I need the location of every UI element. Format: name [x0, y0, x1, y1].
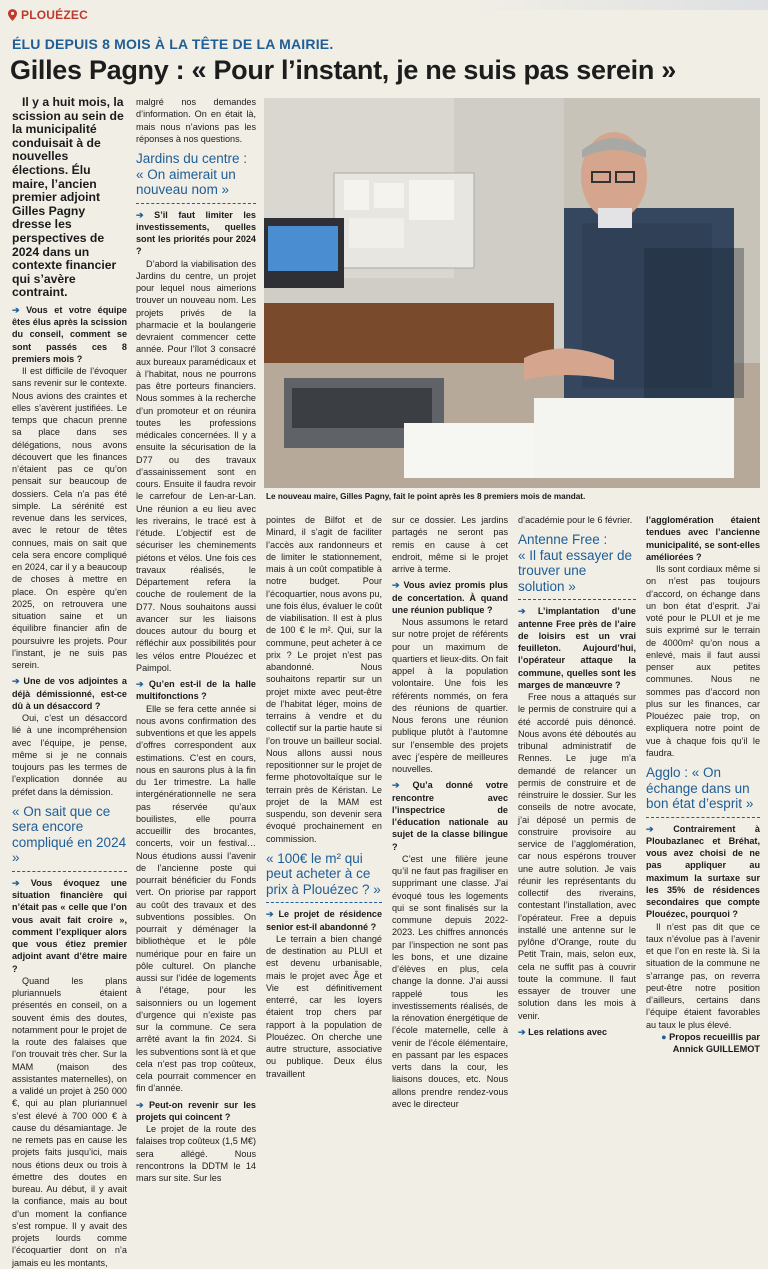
- arrow-right-icon: ➔: [12, 304, 27, 315]
- question: ➔ Vous aviez promis plus de concertation. À quand une réunion publique ?: [392, 580, 508, 615]
- column-2: [136, 96, 256, 1184]
- article-lead: Il y a huit mois, la scission au sein de la municipalité conduisait à de nouvelles élections. Élu maire, l’ancien premier adjoint Gilles Pagny dresse les perspectives de 2024 dans un contexte financier qui s’avère contraint.: [12, 95, 124, 300]
- question: ➔ Une de vos adjointes a déjà démissionné, est-ce dû à un désaccord ?: [12, 676, 127, 711]
- answer: Elle se fera cette année si nous avons confirmation des subventions et que les appels d’offres correspondent aux estimations. C’est en cours, nous en saurons plus à la fin du 1er trimestre. La halle intergénérationnelle ne sera pas réservée qu’aux bouilistes, elle pourra accueillir des brocantes, concerts, voir un festival… Nous étudions aussi l’avenir de l’ancienne poste qui pourrait bénéficier du Fonds vert. On priorise par rapport au coût des travaux et des subventions possibles. On pourrait y déménager la bibliothèque et le pôle numérique pour en faire un pôle culturel. On planche aussi sur l’idée de logements à l’étage, pour les saisonniers ou un logement d’urgence qui n’existe pas sur la commune. Ce sera arrêté avant la fin 2024. Si les subventions sont là et que cela n’est pas trop coûteux, cela pourrait commencer en fin d’année.: [136, 703, 256, 1094]
- arrow-right-icon: ➔: [136, 1099, 149, 1110]
- answer: malgré nos demandes d’information. On en était là, mais nous n’avions pas les réponses à nos questions.: [136, 97, 256, 144]
- column-5: [518, 514, 636, 1038]
- answer: pointes de Bilfot et de Minard, il s’agit de faciliter l’accès aux randonneurs et de limiter le stationnement, mais à un coût compatible à notre budget. Pour l’écoquartier, nous avons pu, une fois élus, évaluer le coût de viabilisation. Il est à plus de 100 € le m². Qui, sur la commune, peut acheter à ce prix ? Le projet n’est pas abandonné. Nous souhaitons repartir sur un projet mixte avec peut-être de l’habitat léger, moins de terrains à vendre et du collectif sur la partie haute si l’on trouve un bailleur social. Nous allons aussi nous repositionner sur le projet de ferme photovoltaïque sur le terrain près de Kéristan. Le projet de la MAM est suspendu, son devenir sera évoqué prochainement en commission.: [266, 515, 382, 844]
- column-1: [12, 96, 127, 1269]
- answer: Free nous a attaqués sur le permis de construire qui a été accordé puis dénoncé. Nous avons été déboutés au tribunal administratif de Rennes. Le juge m’a demandé de relancer un permis de construire et de réinstruire le dossier. Sur les conseils de notre avocate, j’ai déposé un permis de construire provisoire au service de l’agglomération, car nous espérons trouver une autre solution. Je vais réunir les représentants du collectif des riverains, contestant l’installation, avec l’opérateur. Free a depuis installé une antenne sur le pylône d’Orange, route du Petit Train, mais, selon eux, cela ne suffit pas à couvrir toute la commune. Il faut essayer de trouver une solution dans les mois à venir.: [518, 692, 636, 1021]
- top-fade: [468, 0, 768, 10]
- pull-quote-text: « Il faut essayer de trouver une solution »: [518, 547, 633, 594]
- question: l’agglomération étaient tendues avec l’ancienne municipalité, se sont-elles améliorées ?: [646, 515, 760, 562]
- arrow-right-icon: ➔: [12, 877, 31, 888]
- answer: C’est une filière jeune qu’il ne faut pas fragiliser en supprimant une classe. J’ai évoqué tous les logements qui se sont finalisés sur la commune depuis 2022-2023. Les chiffres annoncés par l’inspection ne sont pas les bons, et une dizaine d’élèves en plus, cela change la donne. J’ai aussi rappelé tous les investissements réalisés, de la rénovation énergétique de l’école maternelle, celle à venir de l’école élémentaire, en passant par les espaces verts dans la cour, les liaisons douces, etc. Nous allons prendre rendez-vous avec le directeur: [392, 853, 508, 1109]
- answer: Ils sont cordiaux même si on n’est pas toujours d’accord, on échange dans un bon état d’esprit. J’ai voté pour le PLUI et je me suis exprimé sur le terrain de 4000m² qu’on nous a enlevé, mais il faut aussi penser aux petites communes. Nous ne sommes pas d’accord non plus sur les finances, car Plouézec paie trop, on expliquera notre point de vue à chaque fois qu’il le faudra.: [646, 564, 760, 758]
- question: ➔ Qu’a donné votre rencontre avec l’inspectrice de l’éducation nationale au sujet de la classe bilingue ?: [392, 780, 509, 852]
- question: ➔ Contrairement à Ploubazlanec et Bréhat, vous avez choisi de ne pas appliquer au maximum la surtaxe sur les 35% de résidences secondaires que compte Plouézec, pourquoi ?: [646, 823, 760, 920]
- arrow-right-icon: ➔: [518, 606, 538, 617]
- answer: Quand les plans pluriannuels étaient présentés en conseil, on a souvent émis des doutes, notamment pour le projet de la route des falaises que l’on trouvait très cher. Sur la MAM (maison des assistantes maternelles), on a validé un projet à 250 000 €, qui au plan pluriannuel s’est élevé à 700 000 € à cause du désamiantage. Je ne remets pas en cause les projets faits jusqu’ici, mais nous étions deux ou trois à émettre des doutes en bureau. Au début, il y avait la confiance, mais au bout d’un moment la confiance s’est rompue. Il y avait des projets lourds comme l’écoquartier dont on n’a jamais eu les montants,: [12, 975, 127, 1268]
- arrow-right-icon: ➔: [136, 679, 149, 689]
- byline: ● Propos recueillis par Annick GUILLEMOT: [661, 1031, 760, 1054]
- question: ➔ Vous évoquez une situation financière qui n’était pas « celle que l’on vous avait fait croire », comment l’expliquer alors que vous étiez premier adjoint avant d’être maire ?: [12, 877, 127, 974]
- question: ➔ Peut-on revenir sur les projets qui coincent ?: [136, 1099, 256, 1122]
- answer: Le terrain a bien changé de destination au PLUI et est devenu urbanisable, mais le projet avec Âge et Vie est définitivement enterré, car les loyers étaient trop chers par rapport à la population de Plouézec. On cherche une autre structure, associative ou publique. Deux élus travaillent: [266, 933, 382, 1079]
- photo-caption: Le nouveau maire, Gilles Pagny, fait le point après les 8 premiers mois de mandat.: [266, 492, 586, 501]
- answer: Oui, c’est un désaccord lié à une incompréhension avec l’équipe, je pense, même si je ne connais toujours pas les termes de l’explication donnée au préfet dans la démission.: [12, 713, 127, 797]
- pull-quote: « 100€ le m² qui peut acheter à ce prix à Plouézec ? »: [266, 851, 382, 904]
- answer: Le projet de la route des falaises trop coûteux (1,5 M€) sera allégé. Nous rencontrons la DDTM le 14 mars sur site. Sur les: [136, 1124, 256, 1183]
- arrow-right-icon: ➔: [266, 909, 279, 920]
- answer: Nous assumons le retard sur notre projet de référents pour un maximum de quartiers et lieux-dits. On fait appel à la population volontaire. Une fois les référents nommés, on fera des réunions de quartier. Nous ferons une réunion publique plutôt à l’automne sur l’ensemble des projets avec j’espère de meilleures nouvelles.: [392, 617, 508, 774]
- pull-quote: Agglo : « On échange dans un bon état d’esprit »: [646, 765, 760, 818]
- arrow-right-icon: ➔: [136, 209, 155, 220]
- answer: sur ce dossier. Les jardins partagés ne seront pas remis en cause à cet endroit, même si le projet arrive à terme.: [392, 515, 508, 574]
- arrow-right-icon: ➔: [646, 823, 674, 834]
- arrow-right-icon: ➔: [12, 676, 24, 687]
- answer: Il est difficile de l’évoquer sans revenir sur le contexte. Nous avions des craintes et elles s’avèrent justifiées. Le temps que chacun prenne sa place dans ses délégations, nous avons découvert que les finances n’étaient pas ce qu’on pensait sur beaucoup de dossiers. Cela n’a pas été simple. La sérénité est revenue dans les services, avec le retour de têtes connues, mais on sait que cela sera encore compliqué en 2024, car il y a beaucoup de choses à mettre en place. On espère qu’en 2025, on retrouvera une situation saine et un équilibre financier afin de poursuivre les projets. Pour l’instant, je ne suis pas serein.: [12, 366, 127, 671]
- question: ➔ L’implantation d’une antenne Free près de l’aire de loisirs est un vrai feuilleton. Aujourd’hui, l’opérateur attaque la commune, quelles sont les marges de manœuvre ?: [518, 606, 636, 690]
- arrow-right-icon: ➔: [392, 580, 404, 591]
- question: ➔ Vous et votre équipe êtes élus après la scission du conseil, comment se sont passés ces 8 premiers mois ?: [12, 304, 127, 364]
- mayor-photo: [264, 98, 760, 488]
- arrow-right-icon: ➔: [518, 1026, 529, 1037]
- question: ➔ S’il faut limiter les investissements, quelles sont les priorités pour 2024 ?: [136, 209, 256, 257]
- question: ➔ Les relations avec: [518, 1026, 608, 1037]
- column-4: [392, 514, 508, 1110]
- map-pin-icon: [8, 9, 17, 21]
- page-header-strip: [0, 0, 768, 28]
- pull-quote-text: « On aimerait un nouveau nom »: [136, 166, 236, 197]
- question: ➔ Le projet de résidence senior est-il abandonné ?: [266, 909, 382, 932]
- location-name: PLOUÉZEC: [21, 8, 88, 22]
- photo-image: [264, 98, 760, 488]
- kicker: ÉLU DEPUIS 8 MOIS À LA TÊTE DE LA MAIRIE.: [12, 36, 334, 52]
- pull-quote-title: Jardins du centre :: [136, 151, 248, 166]
- answer: d’académie pour le 6 février.: [518, 515, 633, 525]
- column-6: [646, 514, 760, 1055]
- column-3: [266, 514, 382, 1080]
- page-title: Gilles Pagny : « Pour l’instant, je ne suis pas serein »: [10, 55, 676, 85]
- pull-quote-title: Antenne Free :: [518, 532, 608, 548]
- pull-quote: « On sait que ce sera encore compliqué en 2024 »: [12, 804, 127, 872]
- bullet-icon: ●: [661, 1031, 670, 1042]
- answer: D’abord la viabilisation des Jardins du centre, un projet pour lequel nous aimerions trouver un nouveau nom. Les projets privés de la pharmacie et la boulangerie devraient commencer cette année. Pour l’îlot 3 consacré aux bureaux paramédicaux et à l’habitat, nous ne pourrons pas être porteurs financiers. Nous sommes à la recherche d’un promoteur et on réunira toutes les professions médicales concernées. Il y a ensuite la sécurisation de la D77 ou des travaux d’assainissement sont en cours. Ensuite il faudra revoir le carrefour de Len-ar-Lan. Une réunion a eu lieu avec les riverains, le tracé est à l’étude. L’objectif est de sécuriser les cheminements piétons et vélos. Une fois ces travaux réalisés, le Département refera la couche de roulement de la D77. Nous souhaitons aussi avancer sur les liaisons douces autour du bourg et réfléchir aux possibilités pour les vélos entre Plouézec et Paimpol.: [136, 258, 256, 673]
- arrow-right-icon: ➔: [392, 780, 413, 791]
- location-tag: [8, 8, 88, 22]
- answer: Il n’est pas dit que ce taux n’évolue pas à l’avenir et que l’on en reste là. Si la situation de la commune ne s’arrange pas, on reverra peut-être notre position d’ailleurs, certains dans l’équipe étaient favorables au taux le plus élevé.: [646, 921, 760, 1030]
- pull-quote: [518, 532, 636, 600]
- pull-quote: [136, 151, 256, 204]
- question: ➔ Qu’en est-il de la halle multifonctions ?: [136, 679, 256, 702]
